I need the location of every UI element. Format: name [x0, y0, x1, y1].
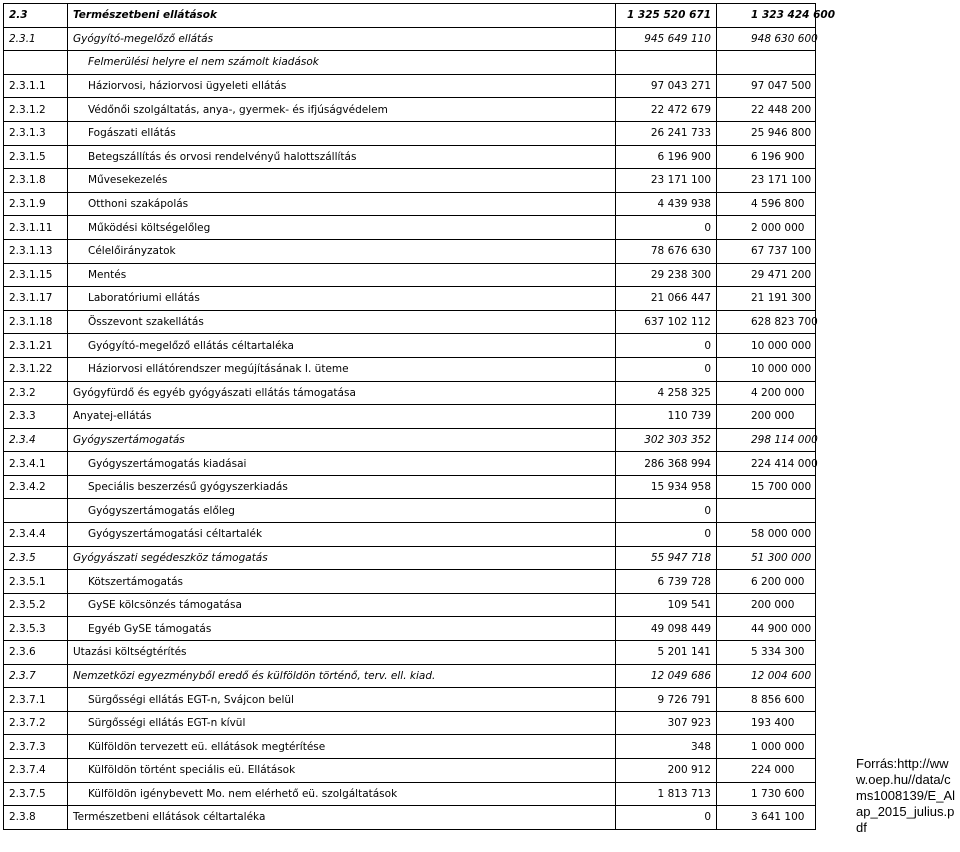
row-name-cell: Speciális beszerzésű gyógyszerkiadás	[68, 475, 616, 499]
row-value-2015-cell: 9 726 791	[616, 688, 717, 712]
row-value-2015-cell	[616, 51, 717, 75]
table-row	[4, 664, 816, 688]
row-value-2016-cell: 25 946 800	[717, 121, 816, 145]
row-name-cell: Betegszállítás és orvosi rendelvényű halottszállítás	[68, 145, 616, 169]
row-name-cell: Felmerülési helyre el nem számolt kiadások	[68, 51, 616, 75]
row-value-2015-cell: 0	[616, 334, 717, 358]
row-value-2015-cell: 109 541	[616, 593, 717, 617]
row-code-cell: 2.3.1.5	[4, 145, 68, 169]
table-row	[4, 4, 816, 28]
row-name-cell: Fogászati ellátás	[68, 121, 616, 145]
row-code-cell	[4, 499, 68, 523]
row-code-cell: 2.3.1.11	[4, 216, 68, 240]
row-value-2015-cell: 97 043 271	[616, 74, 717, 98]
table-row	[4, 546, 816, 570]
table-row	[4, 782, 816, 806]
row-name-cell: Utazási költségtérítés	[68, 641, 616, 665]
table-row	[4, 593, 816, 617]
row-value-2015-cell: 6 739 728	[616, 570, 717, 594]
row-value-2015-cell: 78 676 630	[616, 239, 717, 263]
table-row	[4, 452, 816, 476]
row-code-cell: 2.3.5.1	[4, 570, 68, 594]
row-value-2016-cell: 200 000	[717, 593, 816, 617]
row-name-cell: Háziorvosi ellátórendszer megújításának I. üteme	[68, 357, 616, 381]
row-value-2016-cell: 6 196 900	[717, 145, 816, 169]
row-value-2016-cell: 4 596 800	[717, 192, 816, 216]
row-value-2015-cell: 945 649 110	[616, 27, 717, 51]
table-row	[4, 27, 816, 51]
row-value-2016-cell: 23 171 100	[717, 169, 816, 193]
budget-table	[3, 3, 836, 830]
row-value-2016-cell: 3 641 100	[717, 806, 816, 830]
row-code-cell: 2.3.1.21	[4, 334, 68, 358]
row-code-cell: 2.3.5	[4, 546, 68, 570]
row-code-cell: 2.3.1.9	[4, 192, 68, 216]
row-value-2015-cell: 12 049 686	[616, 664, 717, 688]
row-value-2015-cell: 5 201 141	[616, 641, 717, 665]
table-row	[4, 334, 816, 358]
row-value-2016-cell: 1 730 600	[717, 782, 816, 806]
row-name-cell: Gyógyszertámogatás	[68, 428, 616, 452]
row-value-2015-cell: 637 102 112	[616, 310, 717, 334]
table-row	[4, 357, 816, 381]
row-code-cell: 2.3.1.15	[4, 263, 68, 287]
row-code-cell: 2.3.6	[4, 641, 68, 665]
row-name-cell: Természetbeni ellátások céltartaléka	[68, 806, 616, 830]
row-value-2016-cell: 2 000 000	[717, 216, 816, 240]
row-value-2016-cell: 10 000 000	[717, 334, 816, 358]
row-name-cell: Összevont szakellátás	[68, 310, 616, 334]
row-value-2016-cell: 193 400	[717, 711, 816, 735]
row-value-2016-cell: 224 000	[717, 759, 816, 783]
row-value-2015-cell: 29 238 300	[616, 263, 717, 287]
row-value-2015-cell: 302 303 352	[616, 428, 717, 452]
row-name-cell: Külföldön tervezett eü. ellátások megtérítése	[68, 735, 616, 759]
row-name-cell: Egyéb GySE támogatás	[68, 617, 616, 641]
table-row	[4, 287, 816, 311]
table-row	[4, 405, 816, 429]
table-row	[4, 523, 816, 547]
row-value-2016-cell: 58 000 000	[717, 523, 816, 547]
table-row	[4, 428, 816, 452]
row-value-2015-cell: 6 196 900	[616, 145, 717, 169]
row-value-2016-cell: 6 200 000	[717, 570, 816, 594]
table-row	[4, 806, 816, 830]
row-value-2016-cell: 12 004 600	[717, 664, 816, 688]
row-name-cell: Gyógyszertámogatási céltartalék	[68, 523, 616, 547]
row-value-2015-cell: 21 066 447	[616, 287, 717, 311]
table-row	[4, 121, 816, 145]
row-value-2015-cell: 0	[616, 499, 717, 523]
row-value-2015-cell: 348	[616, 735, 717, 759]
row-name-cell: Laboratóriumi ellátás	[68, 287, 616, 311]
row-value-2015-cell: 0	[616, 523, 717, 547]
row-value-2016-cell: 628 823 700	[717, 310, 816, 334]
row-code-cell: 2.3.4.2	[4, 475, 68, 499]
row-value-2015-cell: 23 171 100	[616, 169, 717, 193]
row-value-2016-cell: 29 471 200	[717, 263, 816, 287]
row-value-2016-cell: 22 448 200	[717, 98, 816, 122]
row-value-2016-cell: 200 000	[717, 405, 816, 429]
row-value-2015-cell: 0	[616, 357, 717, 381]
row-name-cell: Gyógyszertámogatás kiadásai	[68, 452, 616, 476]
row-value-2015-cell: 0	[616, 806, 717, 830]
table-row	[4, 499, 816, 523]
row-value-2016-cell: 67 737 100	[717, 239, 816, 263]
row-value-2016-cell: 948 630 600	[717, 27, 816, 51]
row-value-2015-cell: 55 947 718	[616, 546, 717, 570]
budget-table-body	[4, 4, 836, 830]
row-name-cell: Háziorvosi, háziorvosi ügyeleti ellátás	[68, 74, 616, 98]
row-code-cell: 2.3.1.3	[4, 121, 68, 145]
row-name-cell: Sürgősségi ellátás EGT-n, Svájcon belül	[68, 688, 616, 712]
row-name-cell: Természetbeni ellátások	[68, 4, 616, 28]
table-row	[4, 641, 816, 665]
row-code-cell: 2.3.4.1	[4, 452, 68, 476]
row-code-cell: 2.3.1.17	[4, 287, 68, 311]
row-name-cell: Anyatej-ellátás	[68, 405, 616, 429]
table-row	[4, 263, 816, 287]
row-code-cell: 2.3.7.3	[4, 735, 68, 759]
row-code-cell: 2.3	[4, 4, 68, 28]
row-value-2016-cell: 1 323 424 600	[717, 4, 816, 28]
row-value-2015-cell: 49 098 449	[616, 617, 717, 641]
table-row	[4, 98, 816, 122]
row-name-cell: Gyógyászati segédeszköz támogatás	[68, 546, 616, 570]
table-row	[4, 759, 816, 783]
row-value-2016-cell: 51 300 000	[717, 546, 816, 570]
row-name-cell: Mentés	[68, 263, 616, 287]
row-value-2016-cell: 15 700 000	[717, 475, 816, 499]
row-value-2016-cell: 97 047 500	[717, 74, 816, 98]
row-code-cell: 2.3.7.1	[4, 688, 68, 712]
table-row	[4, 51, 816, 75]
row-value-2015-cell: 1 813 713	[616, 782, 717, 806]
row-code-cell: 2.3.4.4	[4, 523, 68, 547]
row-code-cell: 2.3.3	[4, 405, 68, 429]
row-code-cell: 2.3.7.5	[4, 782, 68, 806]
row-name-cell: Nemzetközi egyezményből eredő és külföldön történő, terv. ell. kiad.	[68, 664, 616, 688]
table-row	[4, 475, 816, 499]
row-name-cell: Működési költségelőleg	[68, 216, 616, 240]
row-code-cell: 2.3.5.2	[4, 593, 68, 617]
row-code-cell: 2.3.1.22	[4, 357, 68, 381]
row-code-cell: 2.3.2	[4, 381, 68, 405]
row-code-cell: 2.3.4	[4, 428, 68, 452]
table-row	[4, 216, 816, 240]
row-value-2016-cell: 298 114 000	[717, 428, 816, 452]
row-value-2015-cell: 110 739	[616, 405, 717, 429]
row-value-2016-cell: 5 334 300	[717, 641, 816, 665]
row-name-cell: Célelőirányzatok	[68, 239, 616, 263]
row-value-2015-cell: 0	[616, 216, 717, 240]
row-value-2015-cell: 1 325 520 671	[616, 4, 717, 28]
table-row	[4, 570, 816, 594]
row-code-cell: 2.3.7.2	[4, 711, 68, 735]
table-row	[4, 74, 816, 98]
row-value-2015-cell: 4 258 325	[616, 381, 717, 405]
row-code-cell: 2.3.8	[4, 806, 68, 830]
row-name-cell: Otthoni szakápolás	[68, 192, 616, 216]
row-value-2016-cell: 8 856 600	[717, 688, 816, 712]
table-row	[4, 381, 816, 405]
row-value-2016-cell: 44 900 000	[717, 617, 816, 641]
row-name-cell: Sürgősségi ellátás EGT-n kívül	[68, 711, 616, 735]
row-name-cell: Művesekezelés	[68, 169, 616, 193]
row-code-cell: 2.3.5.3	[4, 617, 68, 641]
row-code-cell: 2.3.1.2	[4, 98, 68, 122]
row-value-2016-cell: 1 000 000	[717, 735, 816, 759]
source-note: Forrás:http://www.oep.hu//data/cms1008139/E_Alap_2015_julius.pdf	[856, 756, 956, 835]
row-value-2016-cell: 224 414 000	[717, 452, 816, 476]
row-code-cell: 2.3.7.4	[4, 759, 68, 783]
row-value-2016-cell	[717, 499, 816, 523]
row-value-2016-cell: 10 000 000	[717, 357, 816, 381]
row-code-cell: 2.3.1.18	[4, 310, 68, 334]
table-row	[4, 169, 816, 193]
table-row	[4, 310, 816, 334]
row-value-2016-cell: 21 191 300	[717, 287, 816, 311]
table-row	[4, 239, 816, 263]
table-row	[4, 688, 816, 712]
row-value-2015-cell: 307 923	[616, 711, 717, 735]
row-value-2016-cell: 4 200 000	[717, 381, 816, 405]
row-code-cell: 2.3.1	[4, 27, 68, 51]
row-code-cell: 2.3.7	[4, 664, 68, 688]
row-code-cell: 2.3.1.8	[4, 169, 68, 193]
row-name-cell: Kötszertámogatás	[68, 570, 616, 594]
row-name-cell: GySE kölcsönzés támogatása	[68, 593, 616, 617]
row-value-2015-cell: 286 368 994	[616, 452, 717, 476]
table-row	[4, 617, 816, 641]
row-code-cell	[4, 51, 68, 75]
table-row	[4, 711, 816, 735]
row-name-cell: Külföldön igénybevett Mo. nem elérhető eü. szolgáltatások	[68, 782, 616, 806]
row-name-cell: Gyógyító-megelőző ellátás céltartaléka	[68, 334, 616, 358]
row-value-2015-cell: 22 472 679	[616, 98, 717, 122]
row-value-2015-cell: 15 934 958	[616, 475, 717, 499]
row-name-cell: Védőnői szolgáltatás, anya-, gyermek- és ifjúságvédelem	[68, 98, 616, 122]
row-value-2015-cell: 4 439 938	[616, 192, 717, 216]
table-row	[4, 192, 816, 216]
row-value-2015-cell: 26 241 733	[616, 121, 717, 145]
table-row	[4, 735, 816, 759]
row-name-cell: Gyógyító-megelőző ellátás	[68, 27, 616, 51]
table-row	[4, 145, 816, 169]
row-code-cell: 2.3.1.13	[4, 239, 68, 263]
row-name-cell: Gyógyfürdő és egyéb gyógyászati ellátás támogatása	[68, 381, 616, 405]
row-value-2015-cell: 200 912	[616, 759, 717, 783]
row-code-cell: 2.3.1.1	[4, 74, 68, 98]
row-name-cell: Gyógyszertámogatás előleg	[68, 499, 616, 523]
row-name-cell: Külföldön történt speciális eü. Ellátások	[68, 759, 616, 783]
row-value-2016-cell	[717, 51, 816, 75]
